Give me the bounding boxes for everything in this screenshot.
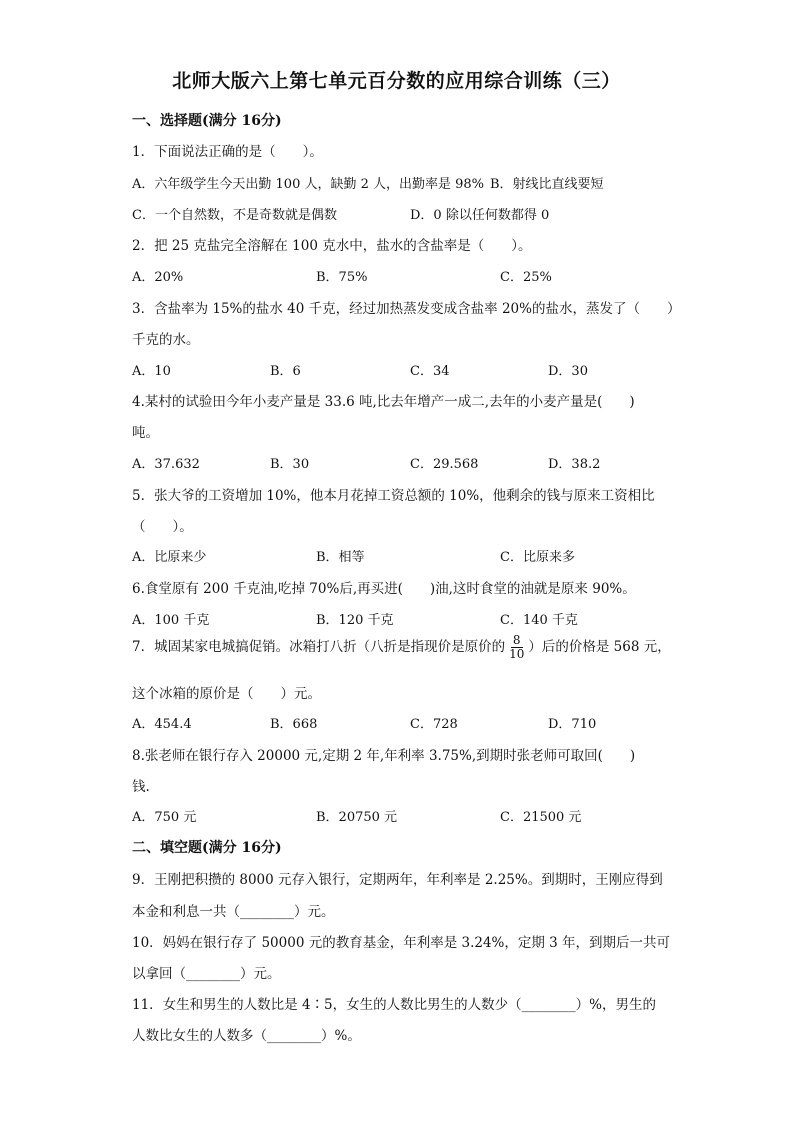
question-7-stem-part2: ）后的价格是 568 元， [528, 639, 671, 655]
question-10-stem-line1: 10．妈妈在银行存了 50000 元的教育基金，年利率是 3.24%，定期 3 年，到期后一共可 [132, 935, 671, 951]
question-3-stem-line2: 千克的水。 [132, 332, 200, 348]
question-7-option-c: C．728 [410, 717, 458, 732]
question-4-option-c: C．29.568 [410, 457, 479, 472]
fraction-denominator: 10 [509, 647, 525, 661]
question-9-stem-line2: 本金和利息一共（________）元。 [132, 904, 335, 920]
question-8-option-a: A．750 元 [132, 810, 197, 825]
question-5-stem-line1: 5．张大爷的工资增加 10%，他本月花掉工资总额的 10%，他剩余的钱与原来工资相比 [132, 488, 655, 504]
question-2-option-a: A．20% [132, 270, 184, 285]
fraction-numerator: 8 [512, 633, 521, 647]
question-8-stem-line2: 钱. [132, 779, 150, 795]
question-1-option-d: D．0 除以任何数都得 0 [410, 208, 550, 223]
question-6-stem: 6.食堂原有 200 千克油,吃掉 70%后,再买进( )油,这时食堂的油就是原来 90%。 [132, 581, 636, 597]
question-3-option-a: A．10 [132, 364, 171, 379]
question-2-option-c: C．25% [500, 270, 552, 285]
question-7-stem-line1 [132, 634, 671, 661]
question-1-option-b: B．射线比直线要短 [490, 177, 604, 192]
question-8-option-b: B．20750 元 [316, 810, 398, 825]
question-3-option-b: B．6 [270, 364, 301, 379]
question-5-stem-line2: （ ）。 [132, 519, 193, 535]
question-3-option-d: D．30 [548, 364, 588, 379]
question-6-option-b: B．120 千克 [316, 613, 394, 628]
question-4-option-a: A．37.632 [132, 457, 200, 472]
question-5-option-b: B．相等 [316, 550, 365, 565]
question-8-option-c: C．21500 元 [500, 810, 582, 825]
question-7-stem-part1: 7．城固某家电城搞促销。冰箱打八折（八折是指现价是原价的 [132, 639, 506, 655]
question-1-stem: 1．下面说法正确的是（ ）。 [132, 144, 323, 160]
question-7-option-a: A．454.4 [132, 717, 192, 732]
question-6-option-c: C．140 千克 [500, 613, 578, 628]
question-11-stem-line2: 人数比女生的人数多（________）%。 [132, 1028, 361, 1044]
question-1-option-c: C．一个自然数，不是奇数就是偶数 [132, 208, 337, 223]
question-4-stem-line1: 4.某村的试验田今年小麦产量是 33.6 吨,比去年增产一成二,去年的小麦产量是( ) [132, 394, 635, 410]
question-3-option-c: C．34 [410, 364, 450, 379]
question-7-stem-line2: 这个冰箱的原价是（ ）元。 [132, 686, 321, 702]
question-2-option-b: B．75% [316, 270, 368, 285]
question-9-stem-line1: 9．王刚把积攒的 8000 元存入银行，定期两年，年利率是 2.25%。到期时，王刚应得到 [132, 872, 663, 888]
question-5-option-c: C．比原来多 [500, 550, 575, 565]
section-heading-fill-blank: 二、填空题(满分 16分) [132, 840, 282, 856]
question-7-option-b: B．668 [270, 717, 318, 732]
question-7-option-d: D．710 [548, 717, 597, 732]
question-5-option-a: A．比原来少 [132, 550, 207, 565]
question-1-option-a: A．六年级学生今天出勤 100 人，缺勤 2 人，出勤率是 98% [132, 177, 485, 192]
question-4-option-b: B．30 [270, 457, 310, 472]
question-8-stem-line1: 8.张老师在银行存入 20000 元,定期 2 年,年利率 3.75%,到期时张老师可取回( ) [132, 748, 636, 764]
question-11-stem-line1: 11．女生和男生的人数比是 4∶5，女生的人数比男生的人数少（________）%，男生的 [132, 997, 656, 1013]
question-10-stem-line2: 以拿回（________）元。 [132, 966, 281, 982]
question-2-stem: 2．把 25 克盐完全溶解在 100 克水中，盐水的含盐率是（ ）。 [132, 238, 532, 254]
question-4-option-d: D．38.2 [548, 457, 601, 472]
fraction-eight-tenths [507, 634, 526, 661]
question-6-option-a: A．100 千克 [132, 613, 210, 628]
question-3-stem-line1: 3．含盐率为 15%的盐水 40 千克，经过加热蒸发变成含盐率 20%的盐水，蒸发了（ ） [132, 301, 681, 317]
section-heading-choice: 一、选择题(满分 16分) [132, 113, 282, 129]
question-4-stem-line2: 吨。 [132, 425, 159, 441]
page-title: 北师大版六上第七单元百分数的应用综合训练（三） [172, 70, 621, 92]
